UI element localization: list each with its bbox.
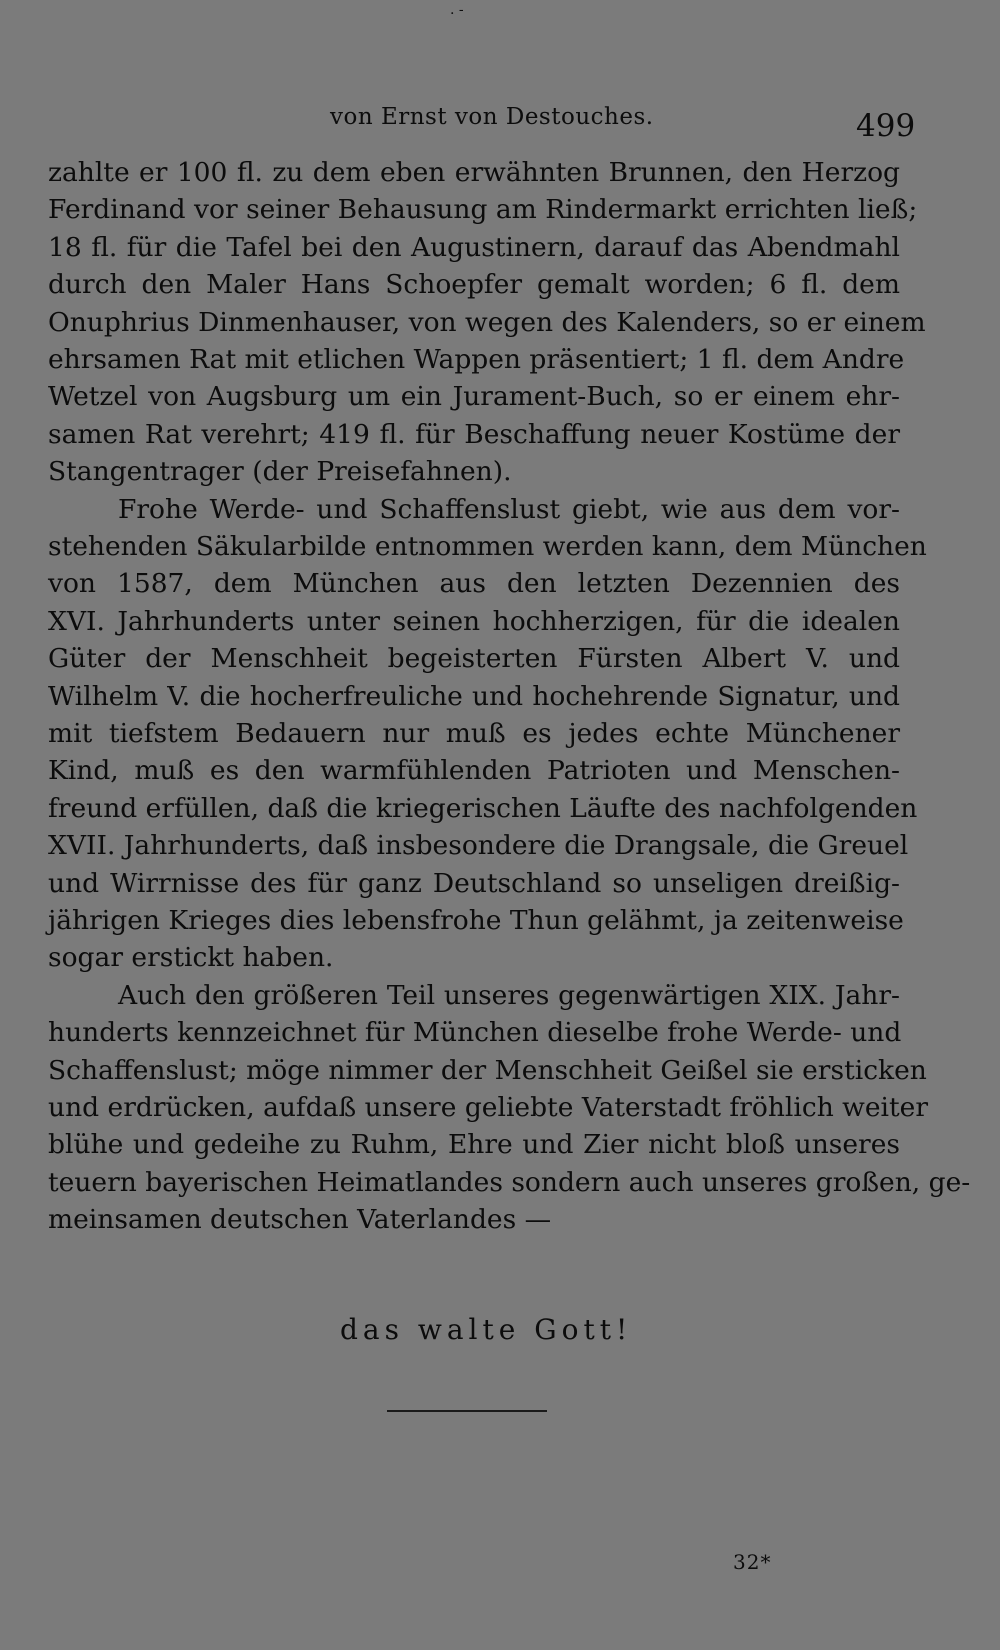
- text-line: Schaffenslust; möge nimmer der Menschheit Geißel sie ersticken: [48, 1055, 927, 1086]
- text-line: teuern bayerischen Heimatlandes sondern auch unseres großen, ge-: [48, 1167, 971, 1198]
- text-line: Wilhelm V. die hocherfreuliche und hochehrende Signatur, und: [48, 681, 900, 712]
- text-line: ehrsamen Rat mit etlichen Wappen präsentiert; 1 fl. dem Andre: [48, 344, 905, 375]
- top-mark: . ‐: [450, 2, 464, 18]
- text-line: und erdrücken, aufdaß unsere geliebte Vaterstadt fröhlich weiter: [48, 1092, 929, 1123]
- text-line: XVII. Jahrhunderts, daß insbesondere die Drangsale, die Greuel: [48, 830, 909, 861]
- text-line: durch den Maler Hans Schoepfer gemalt worden; 6 fl. dem: [48, 269, 900, 300]
- text-line: Kind, muß es den warmfühlenden Patrioten und Menschen-: [48, 755, 900, 786]
- running-header: von Ernst von Destouches.: [330, 104, 654, 130]
- text-line: Frohe Werde- und Schaffenslust giebt, wie aus dem vor-: [118, 494, 900, 525]
- closing-rule: [387, 1410, 547, 1412]
- page-number: 499: [856, 108, 916, 144]
- text-line: von 1587, dem München aus den letzten Dezennien des: [48, 568, 900, 599]
- text-line: samen Rat verehrt; 419 fl. für Beschaffung neuer Kostüme der: [48, 419, 900, 450]
- text-line: Güter der Menschheit begeisterten Fürsten Albert V. und: [48, 643, 900, 674]
- text-line: Wetzel von Augsburg um ein Jurament-Buch, so er einem ehr-: [48, 381, 900, 412]
- text-line: meinsamen deutschen Vaterlandes —: [48, 1204, 552, 1235]
- text-line: Ferdinand vor seiner Behausung am Rindermarkt errichten ließ;: [48, 194, 918, 225]
- text-line: 18 fl. für die Tafel bei den Augustinern, darauf das Abendmahl: [48, 232, 900, 263]
- text-line: Onuphrius Dinmenhauser, von wegen des Kalenders, so er einem: [48, 307, 926, 338]
- text-line: Auch den größeren Teil unseres gegenwärtigen XIX. Jahr-: [118, 980, 900, 1011]
- text-line: stehenden Säkularbilde entnommen werden kann, dem München: [48, 531, 927, 562]
- text-line: Stangentrager (der Preisefahnen).: [48, 456, 512, 487]
- text-line: zahlte er 100 fl. zu dem eben erwähnten Brunnen, den Herzog: [48, 157, 900, 188]
- text-line: blühe und gedeihe zu Ruhm, Ehre und Zier nicht bloß unseres: [48, 1129, 900, 1160]
- text-line: freund erfüllen, daß die kriegerischen Läufte des nachfolgenden: [48, 793, 918, 824]
- closing-line: das walte Gott!: [340, 1313, 633, 1346]
- text-line: sogar erstickt haben.: [48, 942, 334, 973]
- text-line: hunderts kennzeichnet für München dieselbe frohe Werde- und: [48, 1017, 902, 1048]
- text-line: jährigen Krieges dies lebensfrohe Thun gelähmt, ja zeitenweise: [48, 905, 904, 936]
- text-line: und Wirrnisse des für ganz Deutschland so unseligen dreißig-: [48, 868, 900, 899]
- signature-mark: 32*: [733, 1550, 772, 1574]
- text-line: mit tiefstem Bedauern nur muß es jedes echte Münchener: [48, 718, 900, 749]
- text-line: XVI. Jahrhunderts unter seinen hochherzigen, für die idealen: [48, 606, 900, 637]
